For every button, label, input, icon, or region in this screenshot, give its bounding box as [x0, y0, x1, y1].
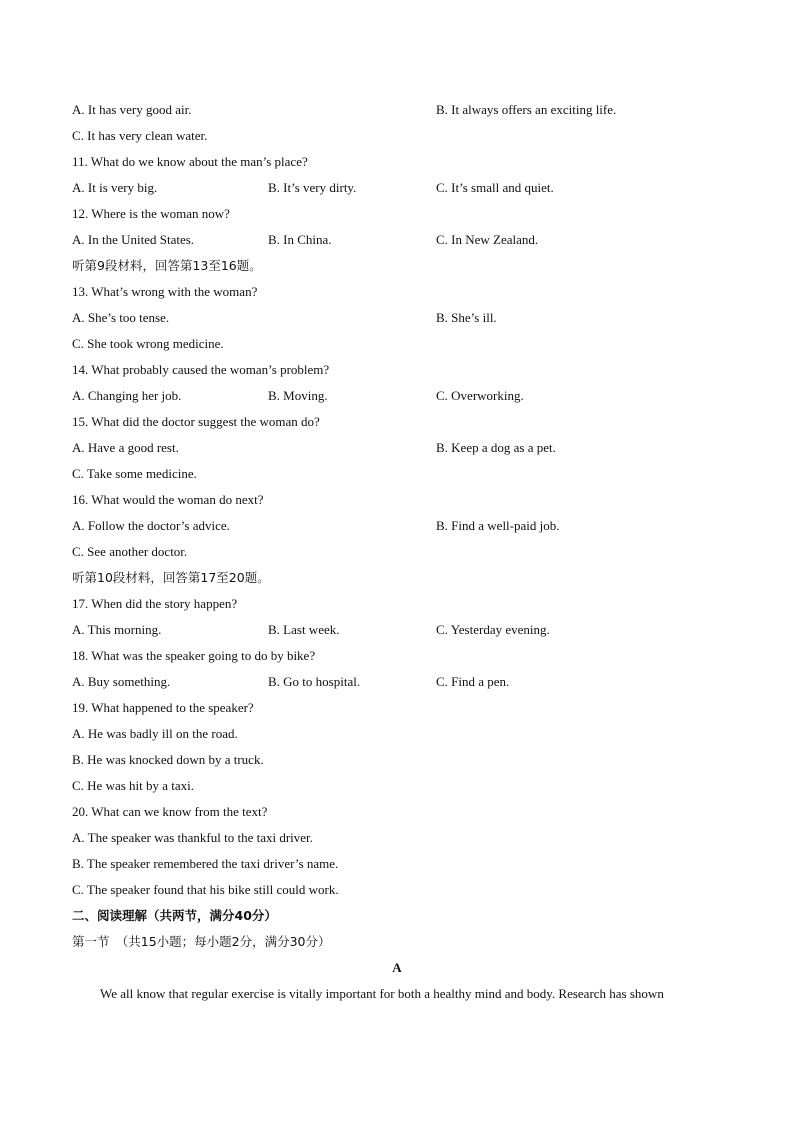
q11-option-c: C. It’s small and quiet. [436, 180, 554, 195]
q18-option-c: C. Find a pen. [436, 674, 510, 689]
q20-option-c: C. The speaker found that his bike still could work. [72, 882, 339, 897]
part-2-section-1-heading: 第一节 （共15小题；每小题2分，满分30分） [72, 934, 331, 949]
q18-stem: 18. What was the speaker going to do by bike? [72, 648, 316, 663]
q13-option-a: A. She’s too tense. [72, 310, 170, 325]
q17-option-b: B. Last week. [268, 622, 340, 637]
q17-option-c: C. Yesterday evening. [436, 622, 550, 637]
q12-stem: 12. Where is the woman now? [72, 206, 230, 221]
q20-option-a: A. The speaker was thankful to the taxi driver. [72, 830, 313, 845]
q14-option-b: B. Moving. [268, 388, 328, 403]
q13-option-c: C. She took wrong medicine. [72, 336, 224, 351]
q12-option-b: B. In China. [268, 232, 332, 247]
q18-option-a: A. Buy something. [72, 674, 171, 689]
q20-option-b: B. The speaker remembered the taxi driver’s name. [72, 856, 339, 871]
part-2-heading: 二、阅读理解（共两节，满分40分） [72, 908, 277, 923]
q19-stem: 19. What happened to the speaker? [72, 700, 254, 715]
q10-option-a: A. It has very good air. [72, 102, 192, 117]
passage-label: A [392, 960, 402, 975]
q14-option-c: C. Overworking. [436, 388, 524, 403]
q10-option-c: C. It has very clean water. [72, 128, 208, 143]
q15-option-b: B. Keep a dog as a pet. [436, 440, 556, 455]
q18-option-b: B. Go to hospital. [268, 674, 361, 689]
q14-option-a: A. Changing her job. [72, 388, 182, 403]
section-9-instruction: 听第9段材料，回答第13至16题。 [72, 258, 262, 273]
q12-option-a: A. In the United States. [72, 232, 195, 247]
q15-stem: 15. What did the doctor suggest the woman do? [72, 414, 320, 429]
q16-option-b: B. Find a well-paid job. [436, 518, 560, 533]
q13-stem: 13. What’s wrong with the woman? [72, 284, 258, 299]
q15-option-a: A. Have a good rest. [72, 440, 179, 455]
q16-option-c: C. See another doctor. [72, 544, 188, 559]
q10-option-b: B. It always offers an exciting life. [436, 102, 617, 117]
q17-stem: 17. When did the story happen? [72, 596, 238, 611]
q11-option-b: B. It’s very dirty. [268, 180, 357, 195]
q17-option-a: A. This morning. [72, 622, 162, 637]
q14-stem: 14. What probably caused the woman’s problem? [72, 362, 330, 377]
q19-option-a: A. He was badly ill on the road. [72, 726, 238, 741]
q11-stem: 11. What do we know about the man’s place? [72, 154, 308, 169]
q16-option-a: A. Follow the doctor’s advice. [72, 518, 230, 533]
q16-stem: 16. What would the woman do next? [72, 492, 264, 507]
section-10-instruction: 听第10段材料，回答第17至20题。 [72, 570, 270, 585]
q13-option-b: B. She’s ill. [436, 310, 497, 325]
q15-option-c: C. Take some medicine. [72, 466, 197, 481]
q19-option-c: C. He was hit by a taxi. [72, 778, 195, 793]
q19-option-b: B. He was knocked down by a truck. [72, 752, 264, 767]
q20-stem: 20. What can we know from the text? [72, 804, 268, 819]
q12-option-c: C. In New Zealand. [436, 232, 539, 247]
q11-option-a: A. It is very big. [72, 180, 158, 195]
passage-paragraph: We all know that regular exercise is vitally important for both a healthy mind and body. Research has shown [100, 986, 664, 1001]
